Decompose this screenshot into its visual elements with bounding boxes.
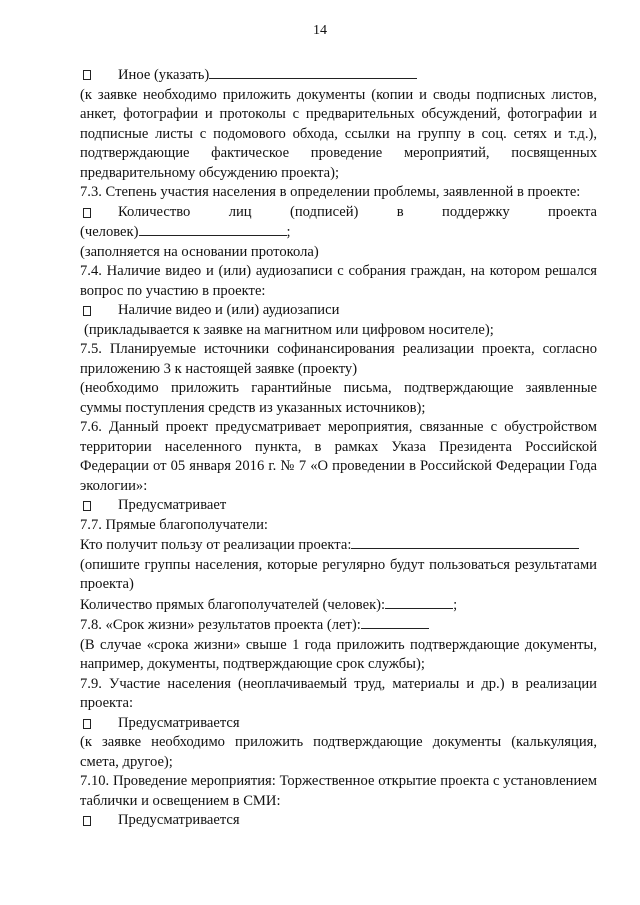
beneficiaries-question-row: [80, 535, 597, 556]
lifetime-blank-line[interactable]: [361, 615, 429, 629]
other-note: (к заявке необходимо приложить документы (копии и своды подписных листов, анкет, фотографии и протоколы с предварительных обсуждений, фотографии и подписные листы с подомового обхода, ссылки на группу в соц. сетях и т.д.), подтверждающие фактическое проведение мероприятий, посвященных предварительному обсуждению проекта);: [80, 86, 597, 181]
semicolon: ;: [453, 596, 458, 613]
section-7-9-note: (к заявке необходимо приложить подтверждающие документы (калькуляция, смета, другое);: [80, 734, 597, 770]
other-row: [80, 65, 597, 86]
beneficiaries-count-blank-line[interactable]: [385, 595, 453, 609]
section-7-8-note: (В случае «срока жизни» свыше 1 года приложить подтверждающие документы, например, документы, подтверждающие срок службы);: [80, 636, 597, 672]
ecology-label: Предусматривает: [118, 497, 227, 513]
participation-label: Предусматривается: [118, 714, 240, 731]
section-7-4-note: (прикладывается к заявке на магнитном или цифровом носителе);: [84, 321, 494, 338]
section-7-6: 7.6. Данный проект предусматривает мероприятия, связанные с обустройством территории населенного пункта, в рамках Указа Президента Российской Федерации от 05 января 2016 г. № 7 «О проведении в Российской Федерации Года экологии»:: [80, 419, 597, 494]
page-number: 14: [313, 23, 327, 38]
other-blank-line[interactable]: [209, 65, 417, 79]
section-7-3-note: (заполняется на основании протокола): [80, 243, 319, 260]
section-7-5: 7.5. Планируемые источники софинансирования реализации проекта, согласно приложению 3 к настоящей заявке (проекту): [80, 341, 597, 377]
signatures-persons-row: [80, 222, 597, 243]
video-row: [80, 301, 597, 321]
checkbox-icon[interactable]: [83, 208, 91, 218]
semicolon: ;: [286, 224, 291, 240]
persons-blank-line[interactable]: [139, 222, 287, 236]
section-7-8-row: [80, 615, 597, 636]
opening-row: [80, 811, 597, 831]
section-7-7-note: (опишите группы населения, которые регулярно будут пользоваться результатами проекта): [80, 556, 597, 592]
section-7-8: 7.8. «Срок жизни» результатов проекта (лет):: [80, 617, 361, 633]
section-7-7: 7.7. Прямые благополучатели:: [80, 516, 268, 533]
section-7-4: 7.4. Наличие видео и (или) аудиозаписи с собрания граждан, на котором решался вопрос по участию в проекте:: [80, 263, 597, 299]
opening-label: Предусматривается: [118, 812, 240, 828]
beneficiaries-question: Кто получит пользу от реализации проекта:: [80, 537, 352, 553]
signatures-count-row: [80, 203, 597, 223]
section-7-5-note: (необходимо приложить гарантийные письма, подтверждающие заявленные суммы поступления средств из указанных источников);: [80, 380, 597, 416]
checkbox-icon[interactable]: [83, 70, 91, 80]
video-label: Наличие видео и (или) аудиозаписи: [118, 302, 340, 318]
ecology-row: [80, 496, 597, 516]
checkbox-icon[interactable]: [83, 816, 91, 826]
section-7-10: 7.10. Проведение мероприятия: Торжественное открытие проекта с установлением таблички и освещением в СМИ:: [80, 773, 597, 809]
persons-label: (человек): [80, 224, 139, 240]
section-7-3: 7.3. Степень участия населения в определении проблемы, заявленной в проекте:: [80, 184, 581, 200]
checkbox-icon[interactable]: [83, 719, 91, 729]
other-label: Иное (указать): [118, 67, 210, 83]
section-7-9: 7.9. Участие населения (неоплачиваемый труд, материалы и др.) в реализации проекта:: [80, 675, 597, 711]
beneficiaries-count-label: Количество прямых благополучателей (человек):: [80, 596, 386, 613]
document-body: [80, 65, 597, 831]
beneficiaries-blank-line[interactable]: [351, 535, 579, 549]
participation-row: [80, 714, 597, 734]
checkbox-icon[interactable]: [83, 306, 91, 316]
checkbox-icon[interactable]: [83, 501, 91, 511]
signatures-count-label: Количество лиц (подписей) в поддержку проекта: [118, 203, 597, 220]
beneficiaries-count-row: [80, 595, 597, 616]
